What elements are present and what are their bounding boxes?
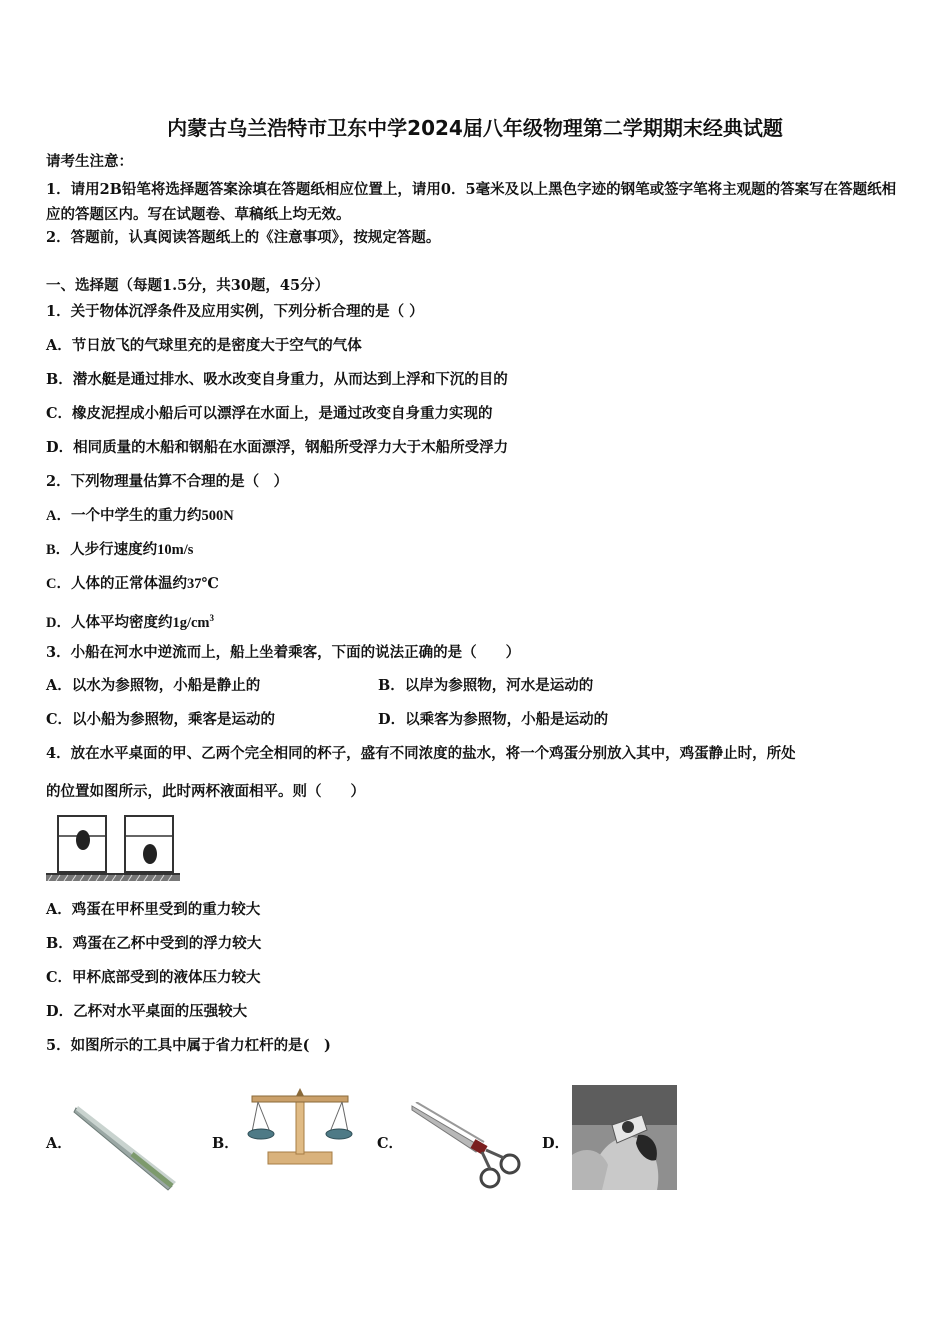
q5-option-d-label: D． <box>542 1135 570 1152</box>
q2-option-a: A．一个中学生的重力约500N <box>46 508 234 524</box>
q2-option-d-exponent: 3 <box>209 613 215 623</box>
q3-option-c: C．以小船为参照物，乘客是运动的 <box>46 711 276 728</box>
table-surface <box>46 874 180 881</box>
q3-option-d: D．以乘客为参照物，小船是运动的 <box>378 711 609 728</box>
section-heading: 一、选择题（每题1.5分，共30题，45分） <box>46 277 330 294</box>
balance-scale-image <box>244 1086 356 1168</box>
q4-option-b: B．鸡蛋在乙杯中受到的浮力较大 <box>46 935 262 952</box>
q2-option-d <box>46 608 214 633</box>
exam-title: 内蒙古乌兰浩特市卫东中学2024届八年级物理第二学期期末经典试题 <box>167 116 783 140</box>
cup-yi <box>125 816 173 872</box>
notice-heading: 请考生注意： <box>46 153 133 170</box>
q3-stem: 3．小船在河水中逆流而上，船上坐着乘客，下面的说法正确的是（ ） <box>46 644 521 661</box>
q1-stem: 1．关于物体沉浮条件及应用实例，下列分析合理的是（ ） <box>46 303 424 320</box>
q3-option-b: B．以岸为参照物，河水是运动的 <box>378 677 594 694</box>
q1-option-b: B．潜水艇是通过排水、吸水改变自身重力，从而达到上浮和下沉的目的 <box>46 371 508 388</box>
bottle-opener-photo <box>572 1085 677 1190</box>
notice-item-2: 2．答题前，认真阅读答题纸上的《注意事项》，按规定答题。 <box>46 229 441 246</box>
q3-option-a: A．以水为参照物，小船是静止的 <box>46 677 261 694</box>
q5-option-a-label: A． <box>46 1135 72 1152</box>
q4-option-c: C．甲杯底部受到的液体压力较大 <box>46 969 261 986</box>
scissors-image <box>410 1102 528 1192</box>
q4-stem-line2: 的位置如图所示，此时两杯液面相平。则（ ） <box>46 783 365 800</box>
q5-stem: 5．如图所示的工具中属于省力杠杆的是( ) <box>46 1037 331 1054</box>
q2-stem: 2．下列物理量估算不合理的是（ ） <box>46 473 289 490</box>
q5-option-c-label: C． <box>377 1135 404 1152</box>
q4-cups-figure <box>46 814 182 884</box>
q1-option-a: A．节日放飞的气球里充的是密度大于空气的气体 <box>46 337 362 354</box>
cup-jia <box>58 816 106 872</box>
q1-option-c: C．橡皮泥捏成小船后可以漂浮在水面上，是通过改变自身重力实现的 <box>46 405 493 422</box>
q4-stem-line1: 4．放在水平桌面的甲、乙两个完全相同的杯子，盛有不同浓度的盐水，将一个鸡蛋分别放入其中，鸡蛋静止时，所处 <box>46 745 796 762</box>
q4-option-d: D．乙杯对水平桌面的压强较大 <box>46 1003 248 1020</box>
notice-item-1: 1．请用2B铅笔将选择题答案涂填在答题纸相应位置上，请用0．5毫米及以上黑色字迹的钢笔或签字笔将主观题的答案写在答题纸相应的答题区内。写在试题卷、草稿纸上均无效。 <box>46 181 897 223</box>
q2-option-d-text: D．人体平均密度约1g/cm <box>46 614 210 631</box>
q1-option-d: D．相同质量的木船和钢船在水面漂浮，钢船所受浮力大于木船所受浮力 <box>46 439 509 456</box>
tweezers-image <box>72 1102 180 1194</box>
q5-option-b-label: B． <box>212 1135 239 1152</box>
q4-option-a: A．鸡蛋在甲杯里受到的重力较大 <box>46 901 261 918</box>
q2-option-c: C．人体的正常体温约37℃ <box>46 576 219 592</box>
q2-option-b: B．人步行速度约10m/s <box>46 542 194 558</box>
